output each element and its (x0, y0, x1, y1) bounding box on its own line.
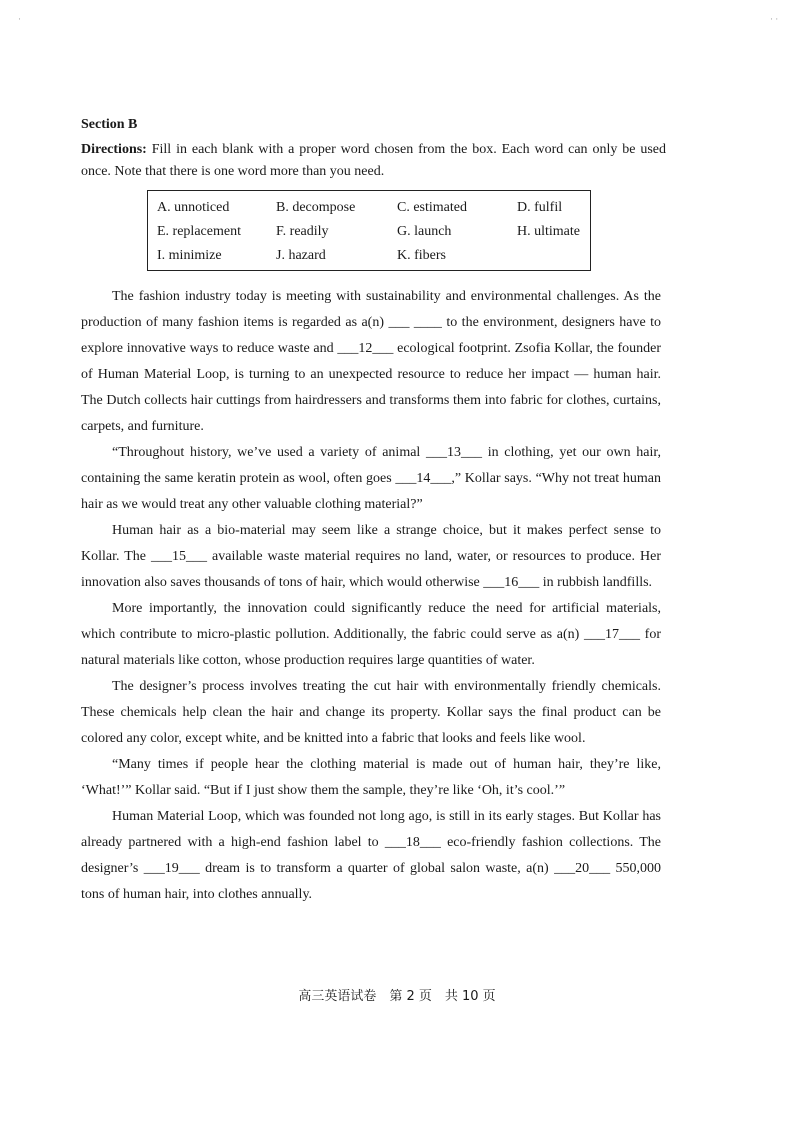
word-box (147, 190, 591, 271)
text: ecological footprint. Zsofia Kollar, the founder of Human Material Loop, is turning to an unexpected resource to reduce her impact — human hair. The Dutch collects hair cuttings from hairdressers and transforms them into fabric for clothes, curtains, carpets, and furniture. (81, 341, 661, 434)
text: for natural materials like cotton, whose production requires large quantities of water. (81, 627, 661, 668)
text: Human hair as a bio-material may seem like a strange choice, but it makes perfect sense to Kollar. The (81, 523, 661, 564)
text: dream is to transform a quarter of global salon waste, a(n) (199, 861, 555, 876)
text: available waste material requires no land, water, or resources to produce. Her innovation also saves thousands of tons of hair, which would otherwise (81, 549, 661, 590)
paragraph-7 (81, 804, 661, 908)
blank-12: ___12___ (337, 341, 394, 356)
text: 550,000 tons of human hair, into clothes annually. (81, 861, 661, 902)
blank-17: ___17___ (584, 627, 640, 642)
blank-11: ___ ____ (388, 315, 442, 330)
word-option: A. unnoticed (157, 200, 230, 215)
text: The designer’s process involves treating the cut hair with environmentally friendly chemicals. These chemicals help clean the hair and change its property. Kollar says the final product can be colored any color, except white, and be knitted into a fabric that looks and feels like wool. (81, 679, 661, 746)
paragraph-4 (81, 596, 661, 674)
passage (81, 284, 661, 908)
word-option: D. fulfil (517, 200, 563, 215)
text: eco-friendly fashion collections. The designer’s (81, 835, 661, 876)
word-option: C. estimated (397, 200, 467, 215)
text: to the environment, designers have to explore innovative ways to reduce waste and (81, 315, 661, 356)
directions (81, 139, 666, 183)
text: ,” Kollar says. “Why not treat human hair as we would treat any other valuable clothing material?” (81, 471, 661, 512)
word-option: E. replacement (157, 224, 241, 239)
text: “Throughout history, we’ve used a variety of animal (112, 445, 427, 460)
blank-16: ___16___ (483, 575, 540, 590)
text: Human Material Loop, which was founded not long ago, is still in its early stages. But Kollar has already partnered with a high-end fashion label to (81, 809, 661, 850)
blank-15: ___15___ (151, 549, 208, 564)
word-option: K. fibers (397, 248, 446, 263)
blank-18: ___18___ (384, 835, 441, 850)
text: in clothing, yet our own hair, containing the same keratin protein as wool, often goes (81, 445, 661, 486)
page-footer: 高三英语试卷 第 2 页 共 10 页 (298, 989, 496, 1004)
word-option: I. minimize (157, 248, 222, 263)
text: More importantly, the innovation could significantly reduce the need for artificial materials, which contribute to micro-plastic pollution. Additionally, the fabric could serve as a(n) (81, 601, 661, 642)
word-option: H. ultimate (517, 224, 580, 239)
paragraph-6 (81, 752, 661, 804)
text: The fashion industry today is meeting with sustainability and environmental challenges. As the production of many fashion items is regarded as a(n) (81, 289, 661, 330)
directions-label: Directions: (81, 142, 147, 157)
blank-14: ___14___ (395, 471, 452, 486)
paragraph-1 (81, 284, 661, 440)
corner-mark-left: · (18, 14, 21, 24)
paragraph-2 (81, 440, 661, 518)
directions-text: Fill in each blank with a proper word chosen from the box. Each word can only be used once. Note that there is one word more than you need. (81, 142, 666, 179)
blank-13: ___13___ (426, 445, 483, 460)
paragraph-5 (81, 674, 661, 752)
word-option: G. launch (397, 224, 452, 239)
section-title: Section B (81, 117, 138, 132)
word-option: J. hazard (276, 248, 326, 263)
word-option: F. readily (276, 224, 329, 239)
text: in rubbish landfills. (539, 575, 653, 590)
blank-19: ___19___ (143, 861, 200, 876)
text: “Many times if people hear the clothing material is made out of human hair, they’re like, ‘What!’” Kollar said. “But if I just show them the sample, they’re like ‘Oh, it’s cool.’” (81, 757, 661, 798)
paragraph-3 (81, 518, 661, 596)
blank-20: ___20___ (554, 861, 611, 876)
corner-mark-right: · · (770, 14, 779, 24)
word-option: B. decompose (276, 200, 356, 215)
